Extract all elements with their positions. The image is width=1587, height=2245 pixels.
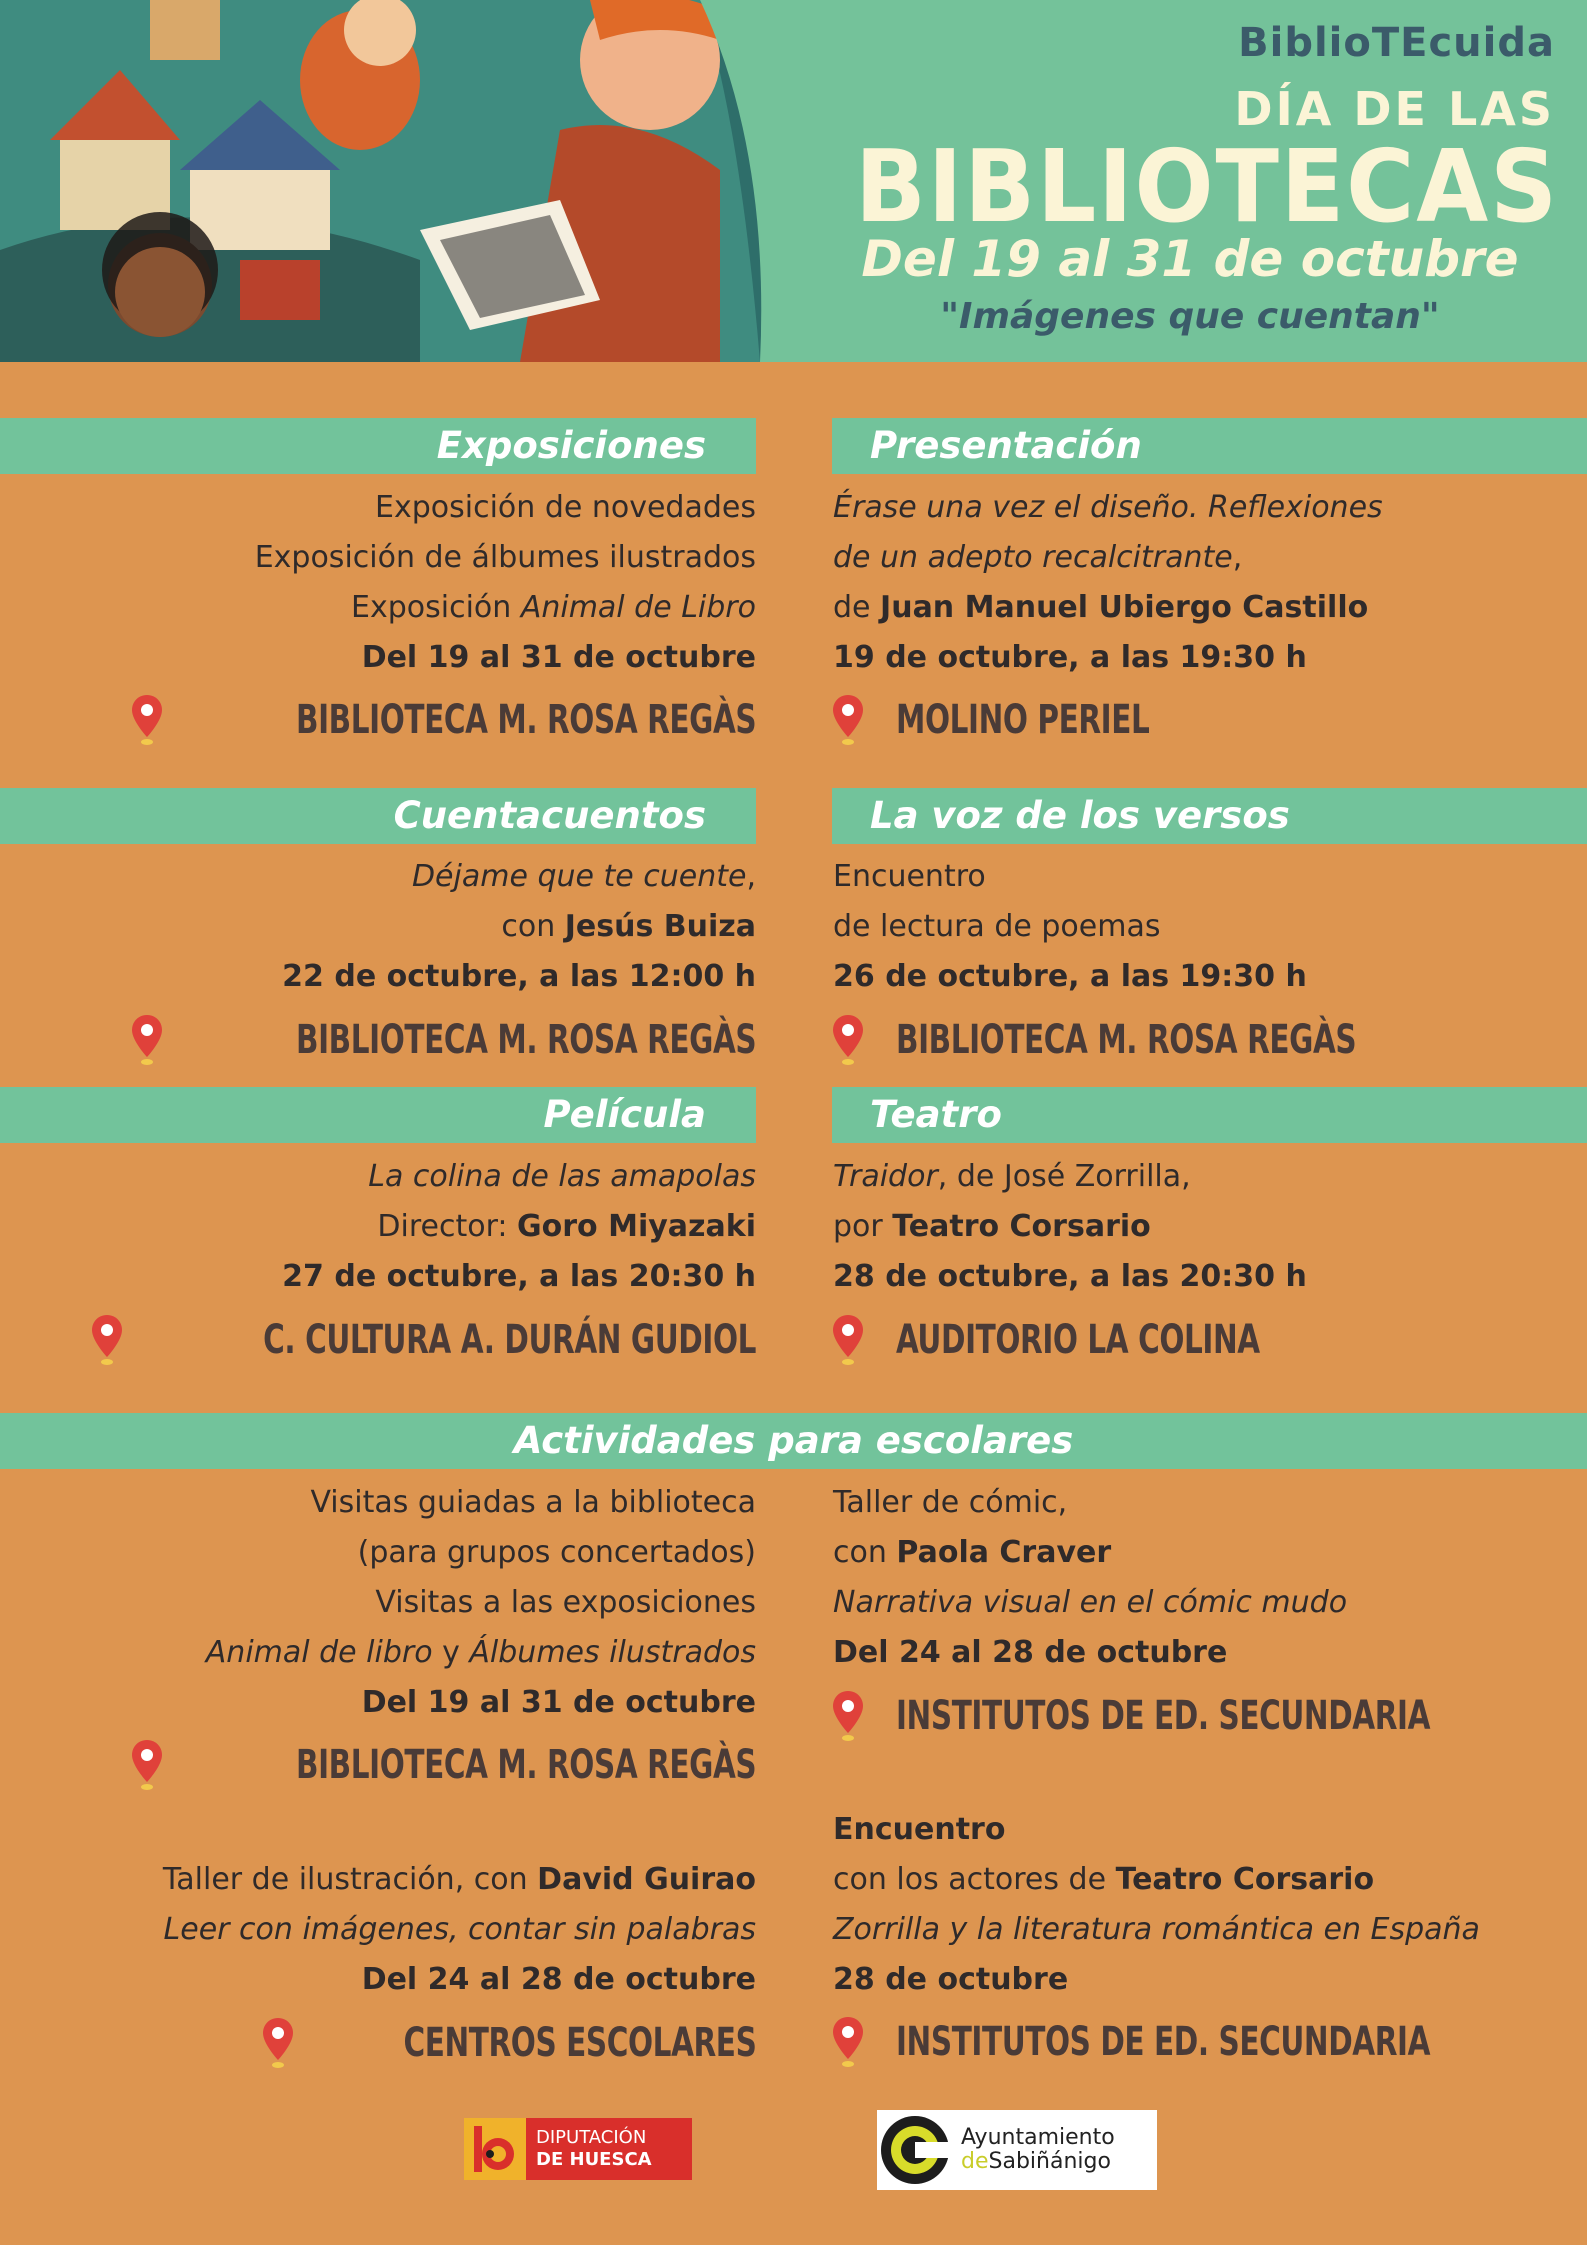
pelicula-date: 27 de octubre, a las 20:30 h [282, 1259, 756, 1294]
encuentro-venue [830, 2012, 1547, 2072]
teatro-venue [830, 1310, 1340, 1370]
comic-line-1: Taller de cómic, [833, 1485, 1068, 1520]
location-pin-icon [89, 1313, 125, 1367]
presentacion-line-1: Érase una vez el diseño. Reflexiones [833, 490, 1383, 525]
ayuntamiento-sabinanigo-logo [877, 2110, 1157, 2190]
venue-name: AUDITORIO LA COLINA [896, 1317, 1260, 1363]
title-big: BIBLIOTECAS [855, 128, 1559, 245]
section-title-pelicula: Película [0, 1087, 756, 1143]
section-title-cuentacuentos: Cuentacuentos [0, 788, 756, 844]
exposiciones-line-2: Exposición de álbumes ilustrados [254, 540, 756, 575]
exposiciones-date: Del 19 al 31 de octubre [361, 640, 756, 675]
exposiciones-venue [129, 690, 756, 750]
ilustracion-line-1: Taller de ilustración, con David Guirao [162, 1862, 756, 1897]
location-pin-icon [260, 2016, 296, 2070]
cuentacuentos-line-2: con Jesús Buiza [501, 909, 756, 944]
venue-name: BIBLIOTECA M. ROSA REGÀS [295, 1742, 756, 1788]
visitas-line-4: Animal de libro y Álbumes ilustrados [205, 1635, 756, 1670]
ilustracion-line-2: Leer con imágenes, contar sin palabras [163, 1912, 756, 1947]
title-small: DÍA DE LAS [1234, 82, 1555, 136]
comic-line-2: con Paola Craver [833, 1535, 1112, 1570]
versos-date: 26 de octubre, a las 19:30 h [833, 959, 1307, 994]
location-pin-icon [129, 693, 165, 747]
venue-name: INSTITUTOS DE ED. SECUNDARIA [896, 1693, 1431, 1739]
teatro-line-1: Traidor, de José Zorrilla, [833, 1159, 1191, 1194]
brand-name: BiblioTEcuida [1238, 20, 1555, 66]
venue-name: MOLINO PERIEL [896, 697, 1150, 743]
diputacion-huesca-logo [464, 2118, 692, 2180]
comic-date: Del 24 al 28 de octubre [833, 1635, 1228, 1670]
encuentro-line-3: Zorrilla y la literatura romántica en España [833, 1912, 1480, 1947]
venue-name: BIBLIOTECA M. ROSA REGÀS [295, 697, 756, 743]
versos-venue [830, 1010, 1457, 1070]
section-title-versos: La voz de los versos [832, 788, 1587, 844]
visitas-line-2: (para grupos concertados) [357, 1535, 756, 1570]
presentacion-date: 19 de octubre, a las 19:30 h [833, 640, 1307, 675]
ayuntamiento-text: Ayuntamiento deSabiñánigo [961, 2125, 1115, 2174]
presentacion-line-3: de Juan Manuel Ubiergo Castillo [833, 590, 1369, 625]
comic-venue [830, 1686, 1547, 1746]
teatro-date: 28 de octubre, a las 20:30 h [833, 1259, 1307, 1294]
ilustracion-date: Del 24 al 28 de octubre [361, 1962, 756, 1997]
cuentacuentos-line-1: Déjame que te cuente, [411, 859, 756, 894]
venue-name: BIBLIOTECA M. ROSA REGÀS [896, 1017, 1357, 1063]
section-title-presentacion: Presentación [832, 418, 1587, 474]
venue-name: INSTITUTOS DE ED. SECUNDARIA [896, 2019, 1431, 2065]
pelicula-line-2: Director: Goro Miyazaki [377, 1209, 756, 1244]
venue-name: C. CULTURA A. DURÁN GUDIOL [263, 1317, 756, 1363]
venue-name: BIBLIOTECA M. ROSA REGÀS [295, 1017, 756, 1063]
encuentro-line-1: Encuentro [833, 1812, 1006, 1847]
exposiciones-line-3: Exposición Animal de Libro [351, 590, 756, 625]
location-pin-icon [830, 1689, 866, 1743]
encuentro-date: 28 de octubre [833, 1962, 1069, 1997]
location-pin-icon [830, 2015, 866, 2069]
section-title-escolares: Actividades para escolares [0, 1413, 1587, 1469]
event-dates: Del 19 al 31 de octubre [861, 230, 1519, 288]
location-pin-icon [830, 1313, 866, 1367]
presentacion-line-2: de un adepto recalcitrante, [833, 540, 1243, 575]
versos-line-2: de lectura de poemas [833, 909, 1161, 944]
pelicula-line-1: La colina de las amapolas [368, 1159, 756, 1194]
ayuntamiento-emblem-icon [877, 2112, 953, 2188]
teatro-line-2: por Teatro Corsario [833, 1209, 1151, 1244]
encuentro-line-2: con los actores de Teatro Corsario [833, 1862, 1375, 1897]
comic-line-3: Narrativa visual en el cómic mudo [833, 1585, 1348, 1620]
versos-line-1: Encuentro [833, 859, 986, 894]
location-pin-icon [129, 1013, 165, 1067]
section-title-exposiciones: Exposiciones [0, 418, 756, 474]
presentacion-venue [830, 690, 1205, 750]
visitas-date: Del 19 al 31 de octubre [361, 1685, 756, 1720]
ilustracion-venue [260, 2013, 756, 2073]
visitas-venue [129, 1735, 756, 1795]
section-title-teatro: Teatro [832, 1087, 1587, 1143]
visitas-line-3: Visitas a las exposiciones [375, 1585, 756, 1620]
venue-name: CENTROS ESCOLARES [403, 2020, 756, 2066]
diputacion-emblem-icon [464, 2118, 526, 2180]
tagline: "Imágenes que cuentan" [940, 296, 1440, 337]
pelicula-venue [89, 1310, 756, 1370]
cuentacuentos-date: 22 de octubre, a las 12:00 h [282, 959, 756, 994]
location-pin-icon [129, 1738, 165, 1792]
exposiciones-line-1: Exposición de novedades [375, 490, 756, 525]
visitas-line-1: Visitas guiadas a la biblioteca [310, 1485, 756, 1520]
reading-children-illustration [0, 0, 830, 362]
header-banner [0, 0, 1587, 362]
location-pin-icon [830, 693, 866, 747]
diputacion-text: DIPUTACIÓN DE HUESCA [536, 2127, 652, 2170]
location-pin-icon [830, 1013, 866, 1067]
cuentacuentos-venue [129, 1010, 756, 1070]
